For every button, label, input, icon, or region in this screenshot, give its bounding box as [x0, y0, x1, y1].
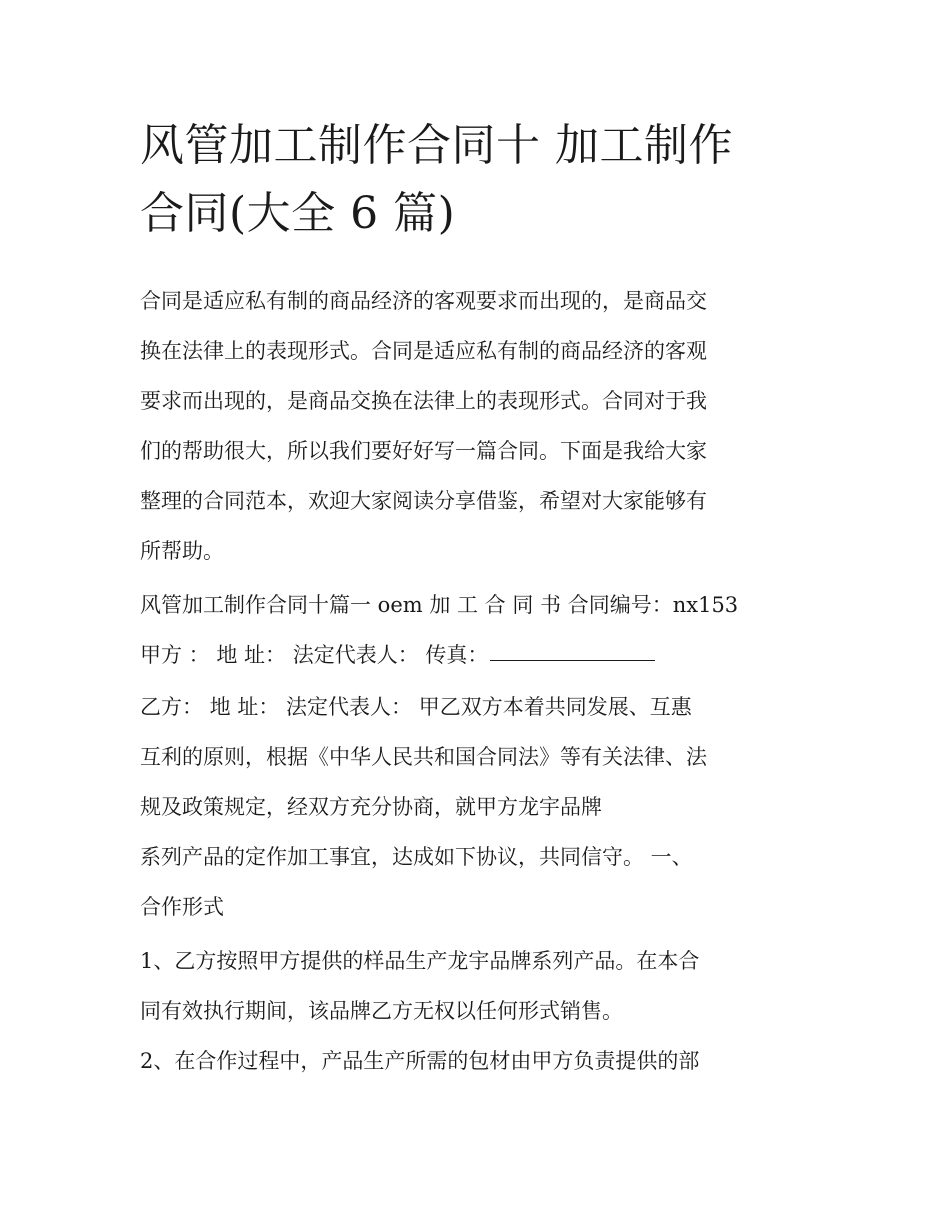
intro-line: 换在法律上的表现形式。合同是适应私有制的商品经济的客观	[140, 339, 707, 363]
party-b-line: 合作形式	[140, 895, 224, 919]
title-line-2: 合同(大全 6 篇)	[140, 188, 456, 239]
party-b-line: 互利的原则，根据《中华人民共和国合同法》等有关法律、法	[140, 745, 707, 769]
document-title	[140, 112, 830, 248]
clause-1-line: 1、乙方按照甲方提供的样品生产龙宇品牌系列产品。在本合	[140, 949, 700, 973]
party-a-text: 甲方 ： 地 址： 法定代表人： 传真：	[140, 643, 489, 667]
clause-1-line: 同有效执行期间，该品牌乙方无权以任何形式销售。	[140, 999, 623, 1023]
intro-line: 整理的合同范本，欢迎大家阅读分享借鉴，希望对大家能够有	[140, 489, 707, 513]
party-b-paragraph	[140, 682, 830, 932]
clause-2	[140, 1036, 830, 1086]
title-line-1: 风管加工制作合同十 加工制作	[140, 120, 733, 171]
intro-paragraph	[140, 276, 830, 576]
intro-line: 所帮助。	[140, 539, 224, 563]
party-b-line: 规及政策规定，经双方充分协商，就甲方龙宇品牌	[140, 795, 602, 819]
clause-2-line: 2、在合作过程中，产品生产所需的包材由甲方负责提供的部	[140, 1049, 700, 1073]
party-b-line: 系列产品的定作加工事宜，达成如下协议，共同信守。 一、	[140, 845, 693, 869]
contract-header	[140, 580, 830, 680]
contract-heading-line: 风管加工制作合同十篇一 oem 加 工 合 同 书 合同编号：nx153	[140, 593, 739, 617]
fax-blank	[490, 630, 655, 661]
party-a-line	[140, 630, 830, 680]
intro-line: 要求而出现的，是商品交换在法律上的表现形式。合同对于我	[140, 389, 707, 413]
party-b-line: 乙方： 地 址： 法定代表人： 甲乙双方本着共同发展、互惠	[140, 695, 692, 719]
clause-1	[140, 936, 830, 1036]
intro-line: 合同是适应私有制的商品经济的客观要求而出现的，是商品交	[140, 289, 707, 313]
intro-line: 们的帮助很大，所以我们要好好写一篇合同。下面是我给大家	[140, 439, 707, 463]
